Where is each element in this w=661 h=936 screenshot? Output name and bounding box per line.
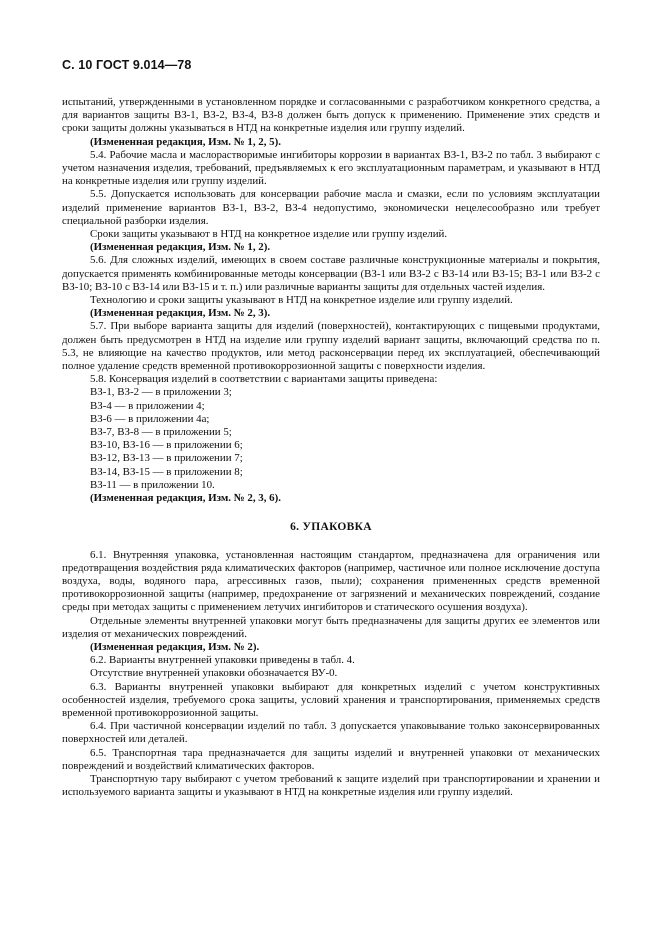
amendment-note: (Измененная редакция, Изм. № 2, 3).: [90, 307, 271, 320]
paragraph: Технологию и сроки защиты указывают в НТД на конкретное изделие или группу изделий.: [90, 294, 513, 307]
paragraph: 5.7. При выборе варианта защиты для изделий (поверхностей), контактирующих с пищевыми продуктами, должен быть предусмотрен в НТД на изделие или группу изделий вариант защиты, включающий средства по п. 5.3, не влияющие на качество продуктов, или метод расконсервации перед их эксплуатацией, обеспечивающий полное удаление средств временной противокоррозионной защиты с поверхности изделия.: [62, 320, 600, 373]
document-body: [62, 96, 600, 799]
paragraph: 6.5. Транспортная тара предназначается для защиты изделий и внутренней упаковки от механических повреждений и воздействий климатических факторов.: [62, 746, 600, 772]
paragraph: Транспортную тару выбирают с учетом требований к защите изделий при транспортировании и хранении и используемого варианта защиты и указывают в НТД на конкретные изделия или группу изделий.: [62, 772, 600, 799]
paragraph: 6.2. Варианты внутренней упаковки приведены в табл. 4.: [90, 654, 355, 667]
list-item: ВЗ-12, ВЗ-13 — в приложении 7;: [90, 452, 243, 465]
paragraph: 5.6. Для сложных изделий, имеющих в своем составе различные конструкционные материалы и покрытия, допускается применять комбинированные методы консервации (ВЗ-1 или ВЗ-2 с ВЗ-14 или ВЗ-15; ВЗ-1 или ВЗ-2 с ВЗ-10; ВЗ-10 с ВЗ-14 или ВЗ-15 и т. п.) или различные варианты защиты для отдельных частей изделия.: [62, 254, 600, 293]
list-item: ВЗ-14, ВЗ-15 — в приложении 8;: [90, 465, 243, 478]
paragraph: Отдельные элементы внутренней упаковки могут быть предназначены для защиты других ее элементов или изделия от механических повреждений.: [62, 614, 600, 640]
list-item: ВЗ-1, ВЗ-2 — в приложении 3;: [90, 386, 232, 399]
amendment-note: (Измененная редакция, Изм. № 1, 2).: [90, 241, 271, 254]
paragraph: 5.5. Допускается использовать для консервации рабочие масла и смазки, если по условиям эксплуатации изделий применение вариантов ВЗ-1, ВЗ-2, ВЗ-4 недопустимо, экономически нецелесообразно или требует специальной разборки изделия.: [62, 188, 600, 227]
list-item: ВЗ-11 — в приложении 10.: [90, 478, 215, 491]
page-header: С. 10 ГОСТ 9.014—78: [62, 58, 192, 72]
paragraph: Отсутствие внутренней упаковки обозначается ВУ-0.: [90, 667, 338, 680]
amendment-note: (Измененная редакция, Изм. № 2).: [90, 640, 260, 653]
paragraph: Сроки защиты указывают в НТД на конкретное изделие или группу изделий.: [90, 228, 448, 241]
section-heading: 6. УПАКОВКА: [290, 521, 372, 534]
paragraph: 6.3. Варианты внутренней упаковки выбирают для конкретных изделий с учетом конструктивных особенностей изделия, требуемого срока защиты, условий хранения и транспортирования, применяемых средств временной противокоррозионной защиты.: [62, 680, 600, 719]
paragraph: испытаний, утвержденными в установленном порядке и согласованными с разработчиком конкретного средства, а для вариантов защиты ВЗ-1, ВЗ-2, ВЗ-4, ВЗ-8 должен быть допуск к применению. Применение этих средств и сроки защиты должны указываться в НТД на конкретные изделия или группу изделий.: [62, 96, 600, 135]
list-item: ВЗ-7, ВЗ-8 — в приложении 5;: [90, 426, 232, 439]
paragraph: 5.4. Рабочие масла и маслорастворимые ингибиторы коррозии в вариантах ВЗ-1, ВЗ-2 по табл. 3 выбирают с учетом назначения изделия, требований, предъявляемых к его эксплуатационным параметрам, и указывают в НТД на конкретные изделия или группу изделий.: [62, 148, 600, 188]
amendment-note: (Измененная редакция, Изм. № 2, 3, 6).: [90, 492, 281, 505]
list-item: ВЗ-4 — в приложении 4;: [90, 399, 205, 412]
list-item: ВЗ-6 — в приложении 4а;: [90, 412, 210, 425]
list-item: ВЗ-10, ВЗ-16 — в приложении 6;: [90, 439, 243, 452]
amendment-note: (Измененная редакция, Изм. № 1, 2, 5).: [90, 135, 281, 148]
paragraph: 6.1. Внутренняя упаковка, установленная настоящим стандартом, предназначена для ограничения или предотвращения воздействия ряда климатических факторов (например, частичное или полное исключение доступа воздуха, воды, водяного пара, агрессивных газов, пыли); сохранения примененных средств временной противокоррозионной защиты (например, предохранение от загрязнений и механических повреждений, создание среды при методах защиты с применением летучих ингибиторов и статического осушения воздуха).: [62, 548, 600, 614]
paragraph: 5.8. Консервация изделий в соответствии с вариантами защиты приведена:: [90, 373, 438, 386]
paragraph: 6.4. При частичной консервации изделий по табл. 3 допускается упаковывание только законсервированных поверхностей или деталей.: [62, 720, 600, 746]
